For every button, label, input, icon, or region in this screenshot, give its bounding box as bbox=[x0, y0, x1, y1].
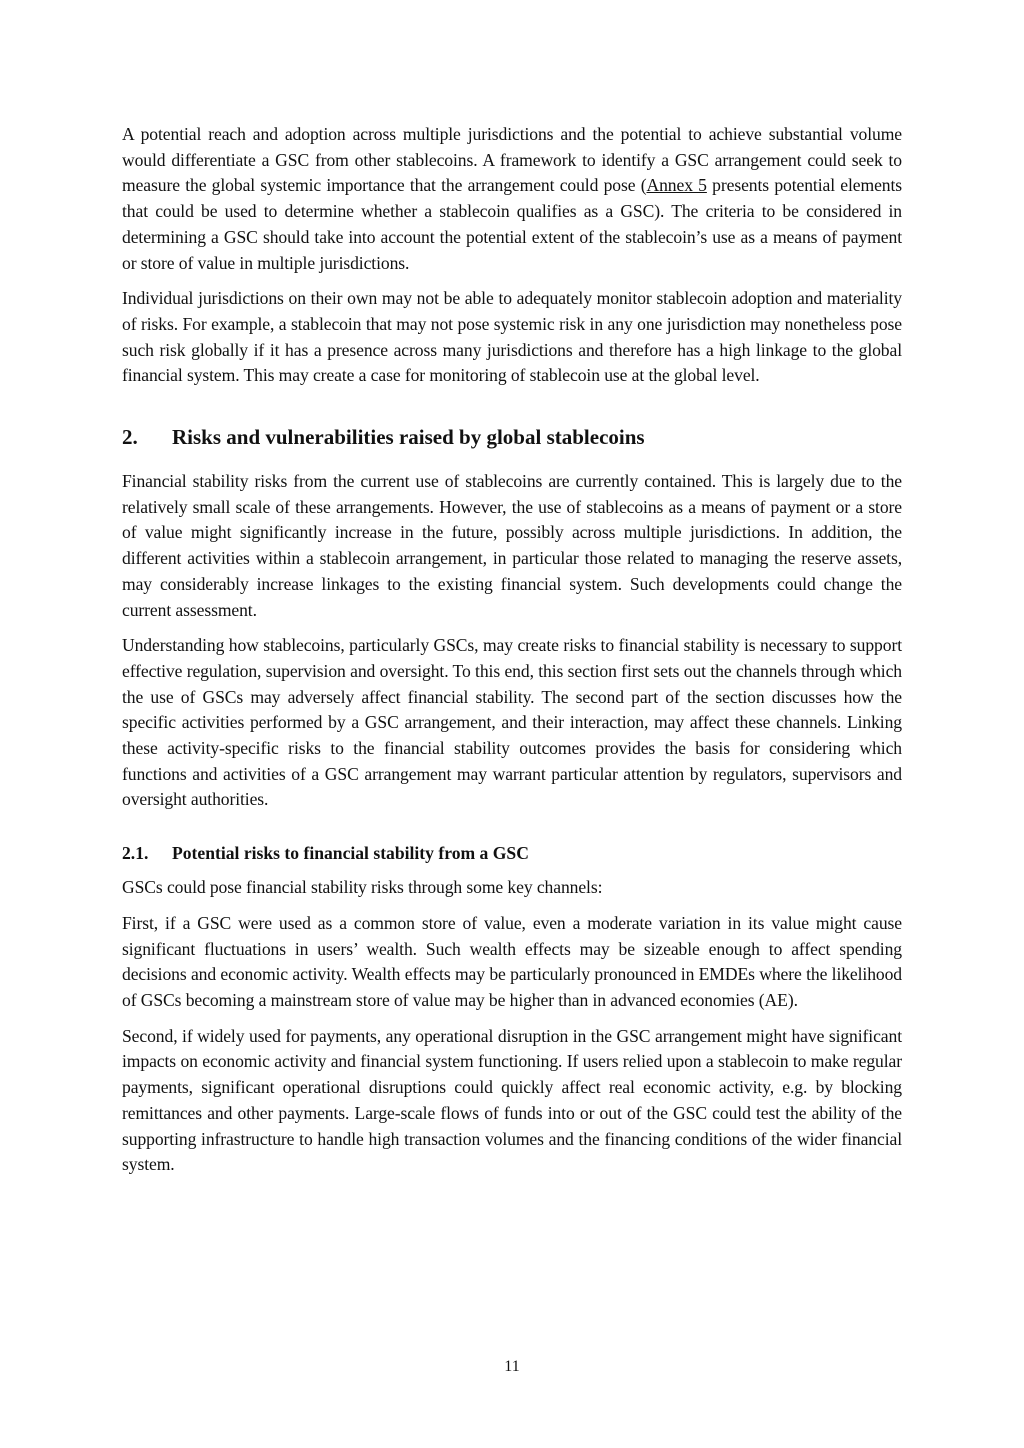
subsection-title: Potential risks to financial stability from a GSC bbox=[172, 843, 529, 864]
paragraph-current-risks: Financial stability risks from the current use of stablecoins are currently contained. This is largely due to the relatively small scale of these arrangements. However, the use of stablecoins as a means of payment or a store of value might significantly increase in the future, possibly across multiple jurisdictions. In addition, the different activities within a stablecoin arrangement, in particular those related to managing the reserve assets, may considerably increase linkages to the existing financial system. Such developments could change the current assessment. bbox=[122, 471, 902, 620]
section-title: Risks and vulnerabilities raised by global stablecoins bbox=[172, 425, 645, 450]
section-heading bbox=[122, 423, 902, 451]
paragraph-individual-jurisdictions: Individual jurisdictions on their own may not be able to adequately monitor stablecoin adoption and materiality of risks. For example, a stablecoin that may not pose systemic risk in any one jurisdiction may nonetheless pose such risk globally if it has a presence across many jurisdictions and therefore has a high linkage to the global financial system. This may create a case for monitoring of stablecoin use at the global level. bbox=[122, 288, 902, 386]
paragraph-first-store-of-value: First, if a GSC were used as a common store of value, even a moderate variation in its value might cause significant fluctuations in users’ wealth. Such wealth effects may be sizeable enough to affect spending decisions and economic activity. Wealth effects may be particularly pronounced in EMDEs where the likelihood of GSCs becoming a mainstream store of value may be higher than in advanced economies (AE). bbox=[122, 912, 902, 1010]
section-number: 2. bbox=[122, 425, 138, 450]
document-page bbox=[122, 122, 902, 1188]
paragraph-understanding-risks: Understanding how stablecoins, particularly GSCs, may create risks to financial stability is necessary to support effective regulation, supervision and oversight. To this end, this section first sets out the channels through which the use of GSCs may adversely affect financial stability. The second part of the section discusses how the specific activities performed by a GSC arrangement, and their interaction, may affect these channels. Linking these activity-specific risks to the financial stability outcomes provides the basis for considering which functions and activities of a GSC arrangement may warrant particular attention by regulators, supervisors and oversight authorities. bbox=[122, 635, 902, 810]
page-number: 11 bbox=[504, 1358, 520, 1375]
paragraph-key-channels: GSCs could pose financial stability risks through some key channels: bbox=[122, 877, 603, 898]
paragraph-second-payments: Second, if widely used for payments, any operational disruption in the GSC arrangement might have significant impacts on economic activity and financial system functioning. If users relied upon a stablecoin to make regular payments, significant operational disruptions could quickly affect real economic activity, e.g. by blocking remittances and other payments. Large-scale flows of funds into or out of the GSC could test the ability of the supporting infrastructure to handle high transaction volumes and the financing conditions of the wider financial system. bbox=[122, 1025, 902, 1175]
paragraph-text: A potential reach and adoption across multiple jurisdictions and the potential to achieve substantial volume would differentiate a GSC from other stablecoins. A framework to identify a GSC arrangement could seek to measure the global systemic importance that the arrangement could pose ( bbox=[122, 124, 902, 196]
paragraph-text: presents potential elements that could be used to determine whether a stablecoin qualifies as a GSC). The criteria to be considered in determining a GSC should take into account the potential extent of the stablecoin’s use as a means of payment or store of value in multiple jurisdictions. bbox=[122, 175, 903, 273]
annex-5-link[interactable]: Annex 5 bbox=[646, 175, 707, 196]
paragraph-gsc-framework bbox=[122, 122, 902, 276]
subsection-heading bbox=[122, 841, 902, 865]
subsection-number: 2.1. bbox=[122, 843, 149, 864]
